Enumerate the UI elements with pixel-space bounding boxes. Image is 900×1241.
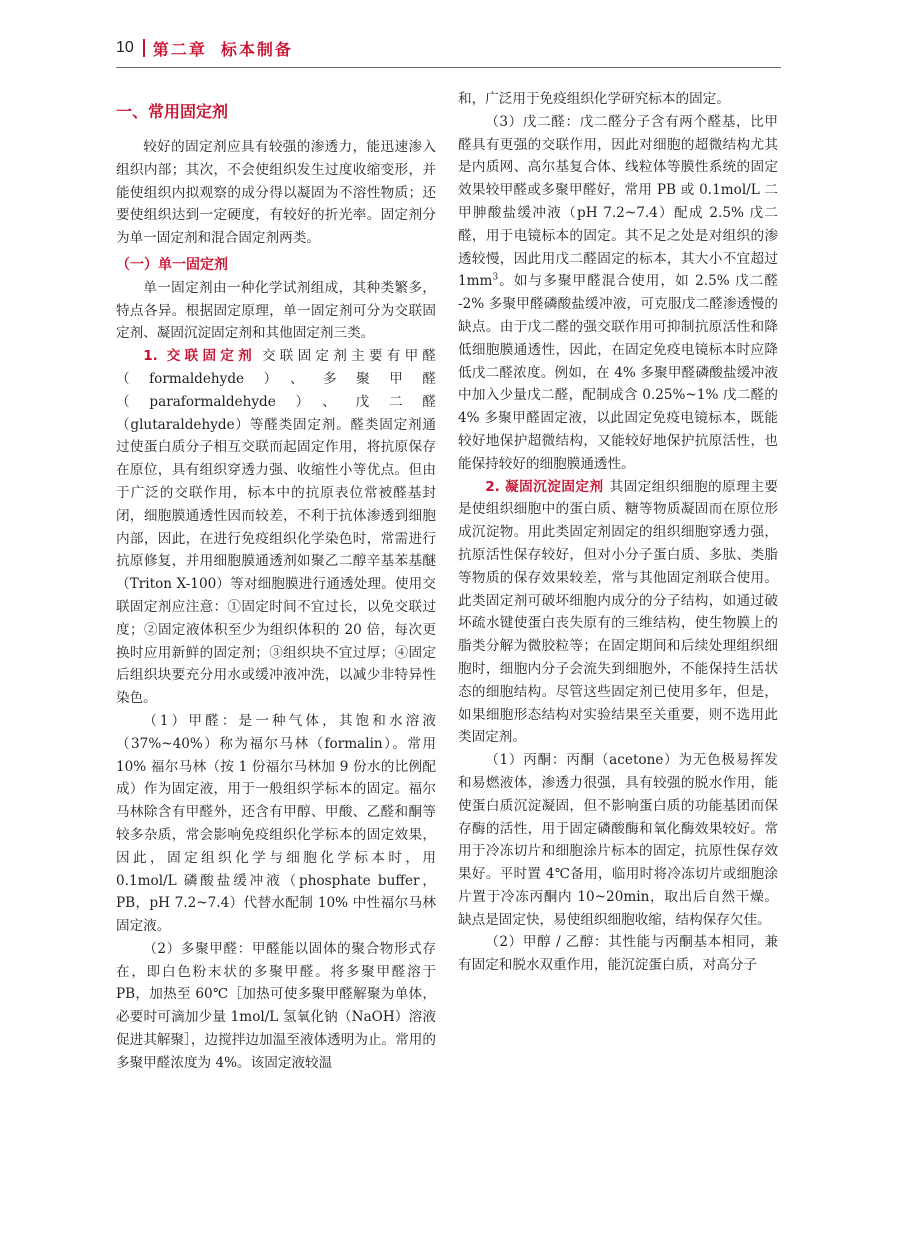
section-intro: 较好的固定剂应具有较强的渗透力，能迅速渗入组织内部；其次，不会使组织发生过度收缩变形，并能使组织内拟观察的成分得以凝固为不溶性物质；还要使组织达到一定硬度，有较好的折光率。固定剂分为单一固定剂和混合固定剂两类。 (116, 139, 436, 247)
section-title: 一、常用固定剂 (116, 102, 229, 121)
coagulant-heading: 2. 凝固沉淀固定剂 (485, 478, 604, 495)
coagulant-paragraph (458, 476, 778, 750)
crosslink-heading: 1. 交联固定剂 (143, 348, 256, 365)
methanol-paragraph: （2）甲醇 / 乙醇：其性能与丙酮基本相同，兼有固定和脱水双重作用，能沉淀蛋白质，对高分子 (458, 934, 778, 974)
subsection-title: （一）单一固定剂 (116, 256, 228, 273)
header-divider (143, 39, 145, 57)
left-column (116, 88, 436, 1075)
chapter-label: 第二章 (152, 39, 207, 59)
glutaraldehyde-text-b: 。如与多聚甲醛混合使用，如 2.5% 戊二醛 -2% 多聚甲醛磷酸盐缓冲液，可克服戊二醛渗透慢的缺点。由于戊二醛的强交联作用可抑制抗原活性和降低细胞膜通透性，因此，在固定免疫电镜标本时应降低戊二醛浓度。例如，在 4% 多聚甲醛磷酸盐缓冲液中加入少量戊二醛，配制成含 0.25%~1% 戊二醛的 4% 多聚甲醛固定液，以此固定免疫电镜标本，既能较好地保护超微结构，又能较好地保护抗原活性，也能保持较好的细胞膜通透性。 (458, 273, 778, 472)
coagulant-text: 其固定组织细胞的原理主要是使组织细胞中的蛋白质、糖等物质凝固而在原位形成沉淀物。用此类固定剂固定的组织细胞穿透力强，抗原活性保存较好，但对小分子蛋白质、多肽、类脂等物质的保存效果较差，常与其他固定剂联合使用。此类固定剂可破坏细胞内成分的分子结构，如通过破坏疏水键使蛋白丧失原有的三维结构，使生物膜上的脂类分解为微胶粒等；在固定期间和后续处理组织细胞时，细胞内分子会流失到细胞外，不能保持生活状态的细胞结构。尽管这些固定剂已使用多年，但是，如果细胞形态结构对实验结果至关重要，则不选用此类固定剂。 (458, 478, 778, 746)
header-rule (116, 67, 781, 68)
glutaraldehyde-paragraph (458, 111, 778, 476)
page-number: 10 (116, 39, 134, 56)
acetone-paragraph: （1）丙酮：丙酮（acetone）为无色极易挥发和易燃液体，渗透力很强，具有较强的脱水作用，能使蛋白质沉淀凝固，但不影响蛋白质的功能基团而保存酶的活性，用于固定磷酸酶和氧化酶效果较好。常用于冷冻切片和细胞涂片标本的固定，抗原性保存效果好。平时置 4℃备用，临用时将冷冻切片或细胞涂片置于冷冻丙酮内 10~20min，取出后自然干燥。缺点是固定快，易使组织细胞收缩，结构保存欠佳。 (458, 752, 778, 928)
paraformaldehyde-continuation: 和，广泛用于免疫组织化学研究标本的固定。 (458, 91, 730, 107)
chapter-topic: 标本制备 (220, 39, 293, 59)
crosslink-text: 交联固定剂主要有甲醛（formaldehyde）、多聚甲醛（paraformaldehyde）、戊二醛（glutaraldehyde）等醛类固定剂。醛类固定剂通过使蛋白质分子相互交联而起固定作用，将抗原保存在原位，具有组织穿透力强、收缩性小等优点。但由于广泛的交联作用，标本中的抗原表位常被醛基封闭，细胞膜通透性因而较差，不利于抗体渗透到细胞内部，因此，在进行免疫组织化学染色时，常需进行抗原修复，并用细胞膜通透剂如聚乙二醇辛基苯基醚（Triton X-100）等对细胞膜进行通透处理。使用交联固定剂应注意：①固定时间不宜过长，以免交联过度；②固定液体积至少为组织体积的 20 倍，每次更换时应用新鲜的固定剂；③组织块不宜过厚；④固定后组织块要充分用水或缓冲液冲洗，以减少非特异性染色。 (116, 348, 437, 707)
superscript-three: 3 (492, 272, 499, 283)
running-header (116, 35, 293, 61)
paraformaldehyde-paragraph: （2）多聚甲醛：甲醛能以固体的聚合物形式存在，即白色粉末状的多聚甲醛。将多聚甲醛溶于 PB，加热至 60℃［加热可使多聚甲醛解聚为单体，必要时可滴加少量 1mol/L 氢氧化钠（NaOH）溶液促进其解聚］，边搅拌边加温至液体透明为止。常用的多聚甲醛浓度为 4%。该固定液较温 (116, 940, 436, 1071)
crosslink-paragraph (116, 345, 436, 710)
formaldehyde-paragraph: （1）甲醛：是一种气体，其饱和水溶液（37%~40%）称为福尔马林（formalin）。常用 10% 福尔马林（按 1 份福尔马林加 9 份水的比例配成）作为固定液，用于一般组织学标本的固定。福尔马林除含有甲醛外，还含有甲醇、甲酸、乙醛和酮等较多杂质，常会影响免疫组织化学标本的固定效果，因此，固定组织化学与细胞化学标本时，用 0.1mol/L 磷酸盐缓冲液（phosphate buffer，PB，pH 7.2~7.4）代替水配制 10% 中性福尔马林固定液。 (116, 712, 436, 935)
glutaraldehyde-text-a: （3）戊二醛：戊二醛分子含有两个醛基，比甲醛具有更强的交联作用，因此对细胞的超微结构尤其是内质网、高尔基复合体、线粒体等膜性系统的固定效果较甲醛或多聚甲醛好，常用 PB 或 0.1mol/L 二甲胂酸盐缓冲液（pH 7.2~7.4）配成 2.5% 戊二醛，用于电镜标本的固定。其不足之处是对组织的渗透较慢，因此用戊二醛固定的标本，其大小不宜超过 1mm (458, 113, 778, 290)
subsection-intro: 单一固定剂由一种化学试剂组成，其种类繁多，特点各异。根据固定原理，单一固定剂可分为交联固定剂、凝固沉淀固定剂和其他固定剂三类。 (116, 279, 436, 342)
right-column (458, 88, 778, 977)
